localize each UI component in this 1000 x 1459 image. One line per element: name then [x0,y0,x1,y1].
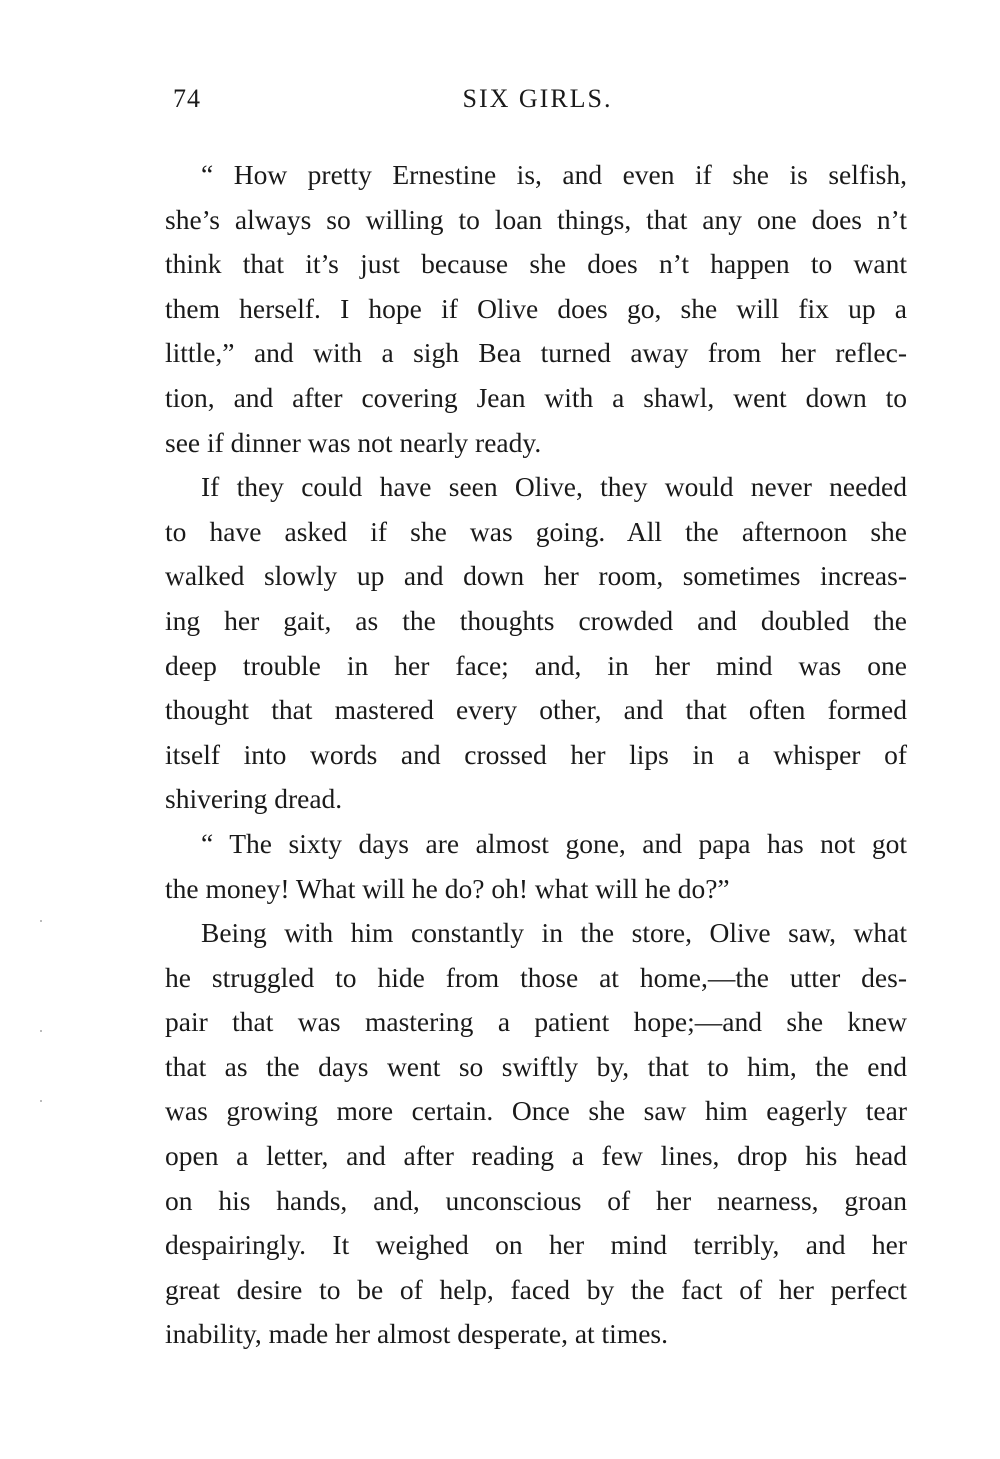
text-line: inability, made her almost desperate, at times. [165,1318,668,1350]
paragraph [165,153,907,465]
text-line: think that it’s just because she does n’t happen to want [165,248,907,280]
scan-speck [40,1030,42,1032]
text-line: Being with him constantly in the store, Olive saw, what [201,917,907,949]
text-line: ing her gait, as the thoughts crowded and doubled the [165,604,907,636]
scan-speck [40,920,42,922]
text-line: the money! What will he do? oh! what will he do?” [165,872,730,904]
text-line: tion, and after covering Jean with a shawl, went down to [165,381,907,413]
text-line: thought that mastered every other, and that often formed [165,694,907,726]
text-line: them herself. I hope if Olive does go, she will fix up a [165,292,907,324]
text-line: “ How pretty Ernestine is, and even if she is selfish, [201,159,907,190]
running-title: SIX GIRLS. [462,84,613,113]
text-line: shivering dread. [165,783,343,815]
text-line: walked slowly up and down her room, sometimes increas- [165,560,907,592]
text-line: little,” and with a sigh Bea turned away from her reflec- [165,337,907,369]
text-line: was growing more certain. Once she saw him eagerly tear [165,1095,907,1127]
paragraph [165,911,907,1357]
body-text [165,153,907,1357]
text-line: If they could have seen Olive, they would never needed [201,471,907,503]
text-line: great desire to be of help, faced by the fact of her perfect [165,1273,907,1305]
text-line: “ The sixty days are almost gone, and papa has not got [201,827,907,859]
text-line: itself into words and crossed her lips in a whisper of [165,738,907,770]
text-line: pair that was mastering a patient hope;—and she knew [165,1006,907,1038]
paragraph [165,822,907,911]
text-line: deep trouble in her face; and, in her mind was one [165,649,907,681]
text-line: she’s always so willing to loan things, that any one does n’t [165,203,907,235]
text-line: that as the days went so swiftly by, that to him, the end [165,1050,907,1082]
text-line: despairingly. It weighed on her mind terribly, and her [165,1229,907,1261]
page-number: 74 [173,84,201,113]
paragraph [165,465,907,822]
text-line: to have asked if she was going. All the afternoon she [165,515,907,547]
text-line: he struggled to hide from those at home,—the utter des- [165,961,907,993]
text-line: open a letter, and after reading a few lines, drop his head [165,1140,907,1172]
page-header [165,84,910,120]
text-line: see if dinner was not nearly ready. [165,426,542,458]
scan-speck [40,1100,42,1102]
text-line: on his hands, and, unconscious of her nearness, groan [165,1184,907,1216]
